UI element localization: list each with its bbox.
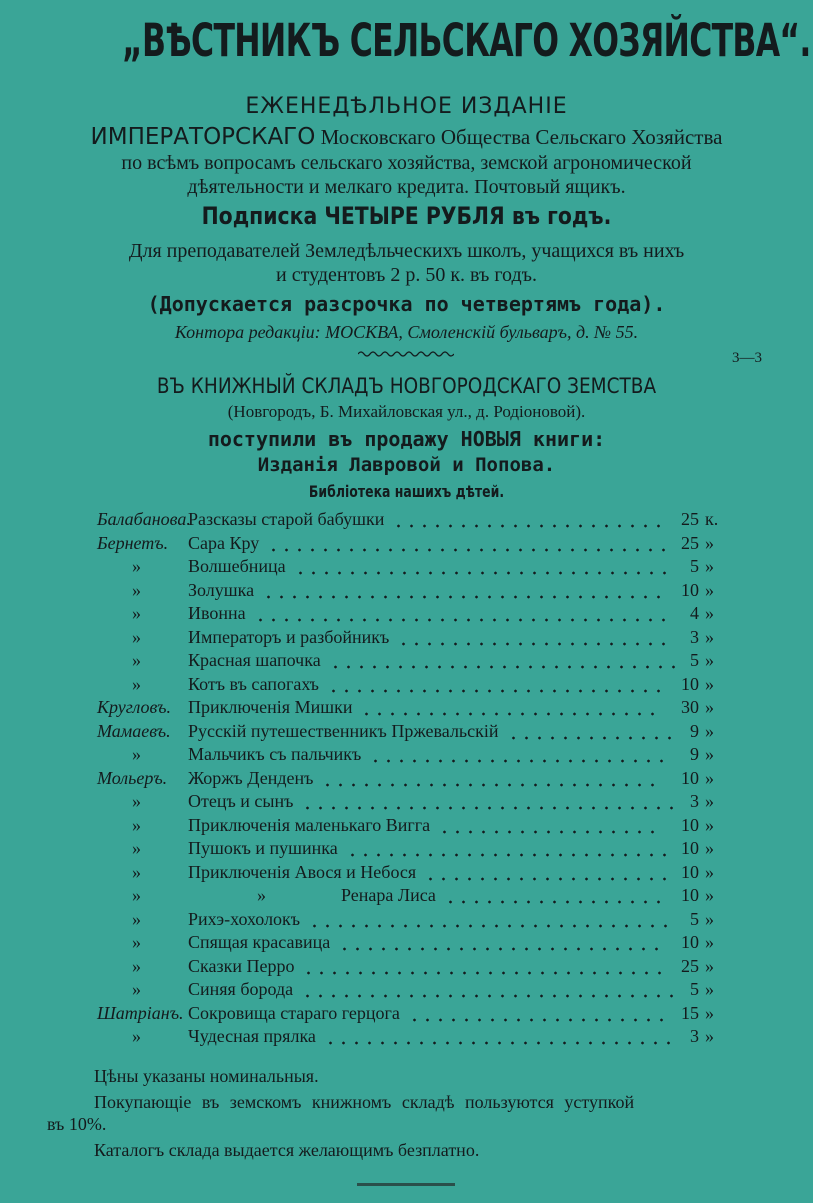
bottom-rule (357, 1183, 455, 1186)
book-price: 5 (690, 979, 699, 999)
book-title: Пушокъ и пушинка (188, 838, 338, 858)
price-unit: » (705, 721, 714, 741)
ditto-mark: » (132, 815, 141, 835)
book-price: 5 (690, 909, 699, 929)
table-row (0, 533, 813, 557)
book-price: 3 (690, 791, 699, 811)
table-row (0, 838, 813, 862)
topics-line-1: по всѣмъ вопросамъ сельскаго хозяйства, земской агрономической (121, 152, 692, 174)
dot-leader (346, 853, 671, 857)
table-row (0, 603, 813, 627)
book-price: 10 (681, 815, 699, 835)
book-price: 25 (681, 509, 699, 529)
book-title: Сокровища стараго герцога (188, 1003, 400, 1023)
ditto-mark: » (132, 674, 141, 694)
wavy-divider (358, 350, 454, 358)
table-row (0, 791, 813, 815)
dot-leader (301, 994, 678, 998)
price-unit: » (705, 932, 714, 952)
table-row (0, 556, 813, 580)
book-title: Рихэ-хохолокъ (188, 909, 301, 929)
book-title: Золушка (188, 580, 255, 600)
price-unit: » (705, 768, 714, 788)
dot-leader (397, 642, 670, 646)
book-title: Сказки Перро (188, 956, 295, 976)
table-row (0, 674, 813, 698)
dot-leader (424, 877, 671, 881)
ditto-mark: » (132, 791, 141, 811)
publisher-editions: Изданія Лавровой и Попова. (257, 454, 556, 476)
table-row (0, 509, 813, 533)
ditto-mark: » (132, 862, 141, 882)
ditto-mark: » (132, 979, 141, 999)
price-unit: » (705, 697, 714, 717)
ditto-mark: » (132, 838, 141, 858)
masthead-title: „ВѢСТНИКЪ СЕЛЬСКАГО ХОЗЯЙСТВА“. (121, 14, 811, 67)
price-unit: » (705, 791, 714, 811)
dot-leader (507, 736, 676, 740)
store-address: (Новгородъ, Б. Михайловская ул., д. Родіоновой). (227, 402, 586, 421)
book-price: 10 (681, 885, 699, 905)
book-title: Ренара Лиса (341, 885, 436, 905)
book-title: Приключенія маленькаго Вигга (188, 815, 431, 835)
book-title: Императоръ и разбойникъ (188, 627, 390, 647)
table-row (0, 909, 813, 933)
table-row (0, 815, 813, 839)
price-unit: » (705, 956, 714, 976)
book-title: Отецъ и сынъ (188, 791, 294, 811)
store-heading: ВЪ КНИЖНЫЙ СКЛАДЪ НОВГОРОДСКАГО ЗЕМСТВА (156, 374, 657, 398)
nominal-prices-note: Цѣны указаны номинальныя. (94, 1066, 319, 1086)
book-price: 9 (690, 721, 699, 741)
ditto-mark: » (132, 627, 141, 647)
dot-leader (294, 571, 671, 575)
installments-note: (Допускается разсрочка по четвертямъ года). (147, 292, 666, 316)
dot-leader (444, 900, 665, 904)
catalog-note: Каталогъ склада выдается желающимъ безплатно. (94, 1140, 480, 1160)
table-row (0, 979, 813, 1003)
teachers-line-2: и студентовъ 2 р. 50 к. въ годъ. (276, 264, 537, 286)
dot-leader (329, 665, 680, 669)
book-price: 25 (681, 533, 699, 553)
table-row (0, 721, 813, 745)
book-price: 4 (690, 603, 699, 623)
book-price: 10 (681, 932, 699, 952)
book-title: Русскій путешественникъ Пржевальскій (188, 721, 499, 741)
dot-leader (308, 924, 672, 928)
editorial-office: Контора редакціи: МОСКВА, Смоленскій бульваръ, д. № 55. (174, 322, 639, 342)
price-unit: » (705, 979, 714, 999)
ditto-mark: » (132, 650, 141, 670)
book-price: 10 (681, 580, 699, 600)
price-unit: к. (705, 509, 719, 529)
book-title: Синяя борода (188, 979, 294, 999)
dot-leader (360, 712, 659, 716)
book-price: 10 (681, 862, 699, 882)
dot-leader (327, 689, 665, 693)
book-author: Шатріанъ. (97, 1003, 184, 1023)
book-price: 5 (690, 650, 699, 670)
dot-leader (408, 1018, 668, 1022)
society-bold: ИМПЕРАТОРСКАГО (90, 124, 316, 150)
book-title: Красная шапочка (188, 650, 321, 670)
table-row (0, 744, 813, 768)
price-unit: » (705, 885, 714, 905)
book-price: 10 (681, 674, 699, 694)
book-author: Кругловъ. (97, 697, 171, 717)
book-title: Спящая красавица (188, 932, 331, 952)
dot-leader (438, 830, 659, 834)
ditto-mark: » (132, 885, 141, 905)
book-price: 9 (690, 744, 699, 764)
book-title: Волшебница (188, 556, 286, 576)
book-title: Котъ въ сапогахъ (188, 674, 319, 694)
society-line (0, 124, 813, 150)
table-row (0, 956, 813, 980)
discount-note-line-1: Покупающіе въ земскомъ книжномъ складѣ пользуются уступкой (94, 1092, 635, 1112)
ditto-mark: » (132, 556, 141, 576)
dot-leader (302, 971, 666, 975)
ditto-mark: » (132, 909, 141, 929)
new-books-arrived: поступили въ продажу НОВЫЯ книги: (207, 427, 606, 451)
table-row (0, 627, 813, 651)
book-title: Ивонна (188, 603, 246, 623)
price-unit: » (705, 838, 714, 858)
table-row (0, 650, 813, 674)
book-price: 5 (690, 556, 699, 576)
book-price: 10 (681, 838, 699, 858)
dot-leader (301, 806, 678, 810)
subscription-price: Подписка ЧЕТЫРЕ РУБЛЯ въ годъ. (201, 202, 612, 230)
dot-leader (369, 759, 668, 763)
series-title: Библіотека нашихъ дѣтей. (308, 482, 505, 501)
book-author: Балабанова. (97, 509, 191, 529)
book-price: 10 (681, 768, 699, 788)
price-unit: » (705, 862, 714, 882)
book-title: Жоржъ Денденъ (188, 768, 314, 788)
table-row (0, 697, 813, 721)
book-title: Чудесная прялка (188, 1026, 316, 1046)
ditto-mark: » (132, 956, 141, 976)
price-unit: » (705, 815, 714, 835)
dot-leader (321, 783, 659, 787)
topics-line-2: дѣятельности и мелкаго кредита. Почтовый ящикъ. (187, 176, 626, 198)
price-unit: » (705, 627, 714, 647)
discount-note-line-2: въ 10%. (47, 1114, 107, 1134)
dot-leader (324, 1041, 675, 1045)
price-unit: » (705, 674, 714, 694)
table-row (0, 862, 813, 886)
ditto-mark: » (132, 932, 141, 952)
price-unit: » (705, 909, 714, 929)
book-price: 30 (681, 697, 699, 717)
price-unit: » (705, 650, 714, 670)
price-unit: » (705, 1026, 714, 1046)
dot-leader (338, 947, 663, 951)
table-row (0, 932, 813, 956)
book-price: 15 (681, 1003, 699, 1023)
dot-leader (254, 618, 670, 622)
book-author: Бернетъ. (97, 533, 169, 553)
book-title: Приключенія Авося и Небося (188, 862, 417, 882)
price-unit: » (705, 1003, 714, 1023)
table-row (0, 1003, 813, 1027)
table-row (0, 580, 813, 604)
book-price: 3 (690, 627, 699, 647)
teachers-line-1: Для преподавателей Земледѣльческихъ школъ, учащихся въ нихъ (128, 240, 685, 262)
book-title: Сара Кру (188, 533, 260, 553)
ditto-mark: » (132, 603, 141, 623)
table-row (0, 768, 813, 792)
ditto-mark: » (257, 885, 266, 905)
dot-leader (392, 524, 665, 528)
price-unit: » (705, 580, 714, 600)
dot-leader (267, 548, 670, 552)
table-row (0, 1026, 813, 1050)
book-author: Мольеръ. (97, 768, 168, 788)
book-title: Мальчикъ съ пальчикъ (188, 744, 362, 764)
book-title: Разсказы старой бабушки (188, 509, 385, 529)
dot-leader (262, 595, 665, 599)
weekly-edition-subtitle: ЕЖЕНЕДѢЛЬНОЕ ИЗДАНІЕ (245, 94, 568, 119)
ditto-mark: » (132, 744, 141, 764)
society-rest: Московскаго Общества Сельскаго Хозяйства (315, 125, 723, 149)
price-unit: » (705, 744, 714, 764)
table-row (0, 885, 813, 909)
price-unit: » (705, 603, 714, 623)
book-author: Мамаевъ. (97, 721, 171, 741)
ditto-mark: » (132, 1026, 141, 1046)
ditto-mark: » (132, 580, 141, 600)
book-price: 25 (681, 956, 699, 976)
issue-number: 3—3 (732, 350, 762, 366)
price-unit: » (705, 533, 714, 553)
book-price: 3 (690, 1026, 699, 1046)
book-title: Приключенія Мишки (188, 697, 353, 717)
price-unit: » (705, 556, 714, 576)
